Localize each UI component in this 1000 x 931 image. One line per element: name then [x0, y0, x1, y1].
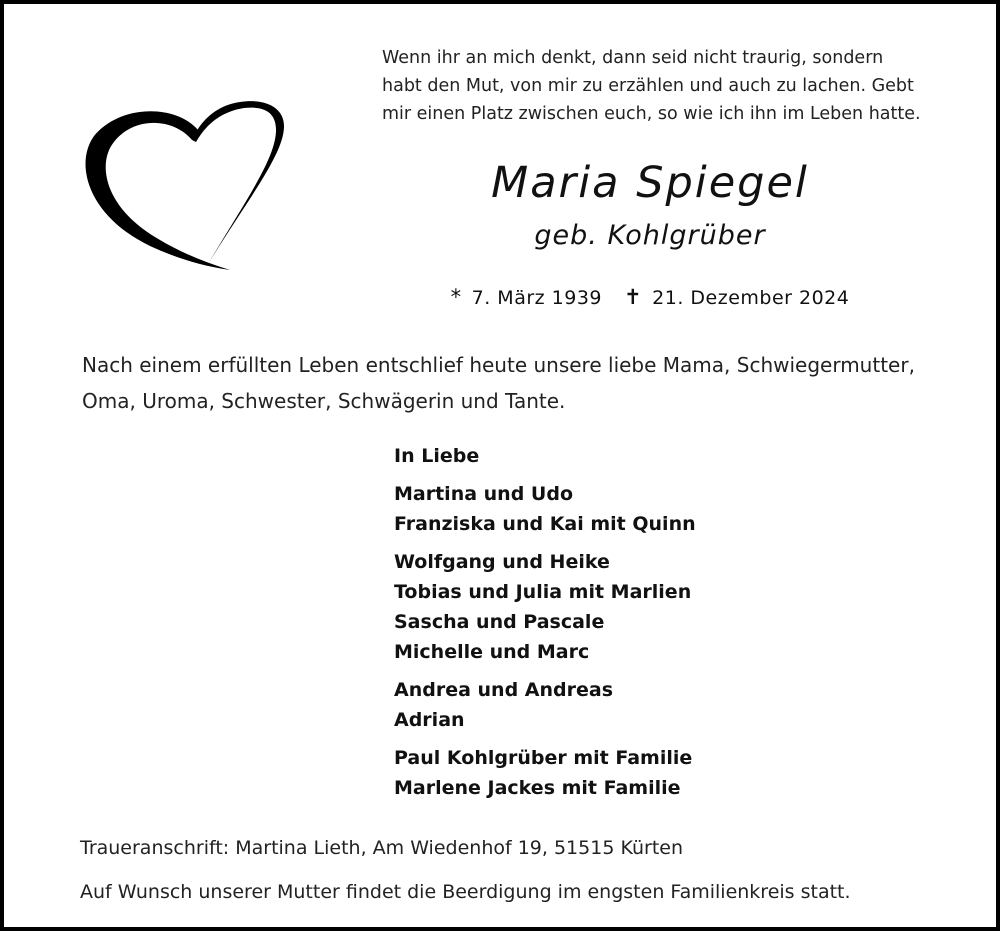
- mourner-line: Michelle und Marc: [394, 641, 590, 663]
- mourner-line: Marlene Jackes mit Familie: [394, 777, 681, 799]
- mourner-line: In Liebe: [394, 445, 480, 467]
- mourner-line: Sascha und Pascale: [394, 611, 605, 633]
- death-date: 21. Dezember 2024: [652, 287, 850, 309]
- mourner-group: [394, 547, 794, 667]
- announcement-line: Oma, Uroma, Schwester, Schwägerin und Tante.: [82, 389, 566, 413]
- announcement-line: Nach einem erfüllten Leben entschlief heute unsere liebe Mama, Schwiegermutter,: [82, 353, 915, 377]
- poem-line: Wenn ihr an mich denkt, dann seid nicht traurig, sondern: [382, 48, 884, 68]
- mourner-line: Tobias und Julia mit Marlien: [394, 581, 692, 603]
- mourners-list: [394, 441, 794, 811]
- poem: [382, 44, 962, 128]
- birth-star-icon: *: [450, 285, 462, 309]
- mourner-group: [394, 479, 794, 539]
- maiden-name: geb. Kohlgrüber: [534, 220, 766, 251]
- death-cross-icon: ✝: [624, 285, 643, 309]
- burial-note: Auf Wunsch unserer Mutter findet die Beerdigung im engsten Familienkreis statt.: [80, 881, 851, 903]
- poem-line: mir einen Platz zwischen euch, so wie ich ihn im Leben hatte.: [382, 104, 921, 124]
- announcement-text: [82, 347, 962, 419]
- poem-line: habt den Mut, von mir zu erzählen und auch zu lachen. Gebt: [382, 76, 914, 96]
- birth-date: 7. März 1939: [471, 287, 603, 309]
- mourner-line: Adrian: [394, 709, 465, 731]
- deceased-name: Maria Spiegel: [491, 158, 809, 208]
- mourner-line: Andrea und Andreas: [394, 679, 614, 701]
- mourning-address: Traueranschrift: Martina Lieth, Am Wiedenhof 19, 51515 Kürten: [80, 837, 683, 859]
- life-dates: [360, 285, 940, 309]
- mourner-group: [394, 743, 794, 803]
- mourner-line: Wolfgang und Heike: [394, 551, 610, 573]
- mourner-line: Franziska und Kai mit Quinn: [394, 513, 696, 535]
- mourner-group: [394, 675, 794, 735]
- mourner-line: Paul Kohlgrüber mit Familie: [394, 747, 693, 769]
- heart-icon: [80, 96, 290, 274]
- mourner-group: [394, 441, 794, 471]
- footer-info: [80, 826, 960, 914]
- mourner-line: Martina und Udo: [394, 483, 574, 505]
